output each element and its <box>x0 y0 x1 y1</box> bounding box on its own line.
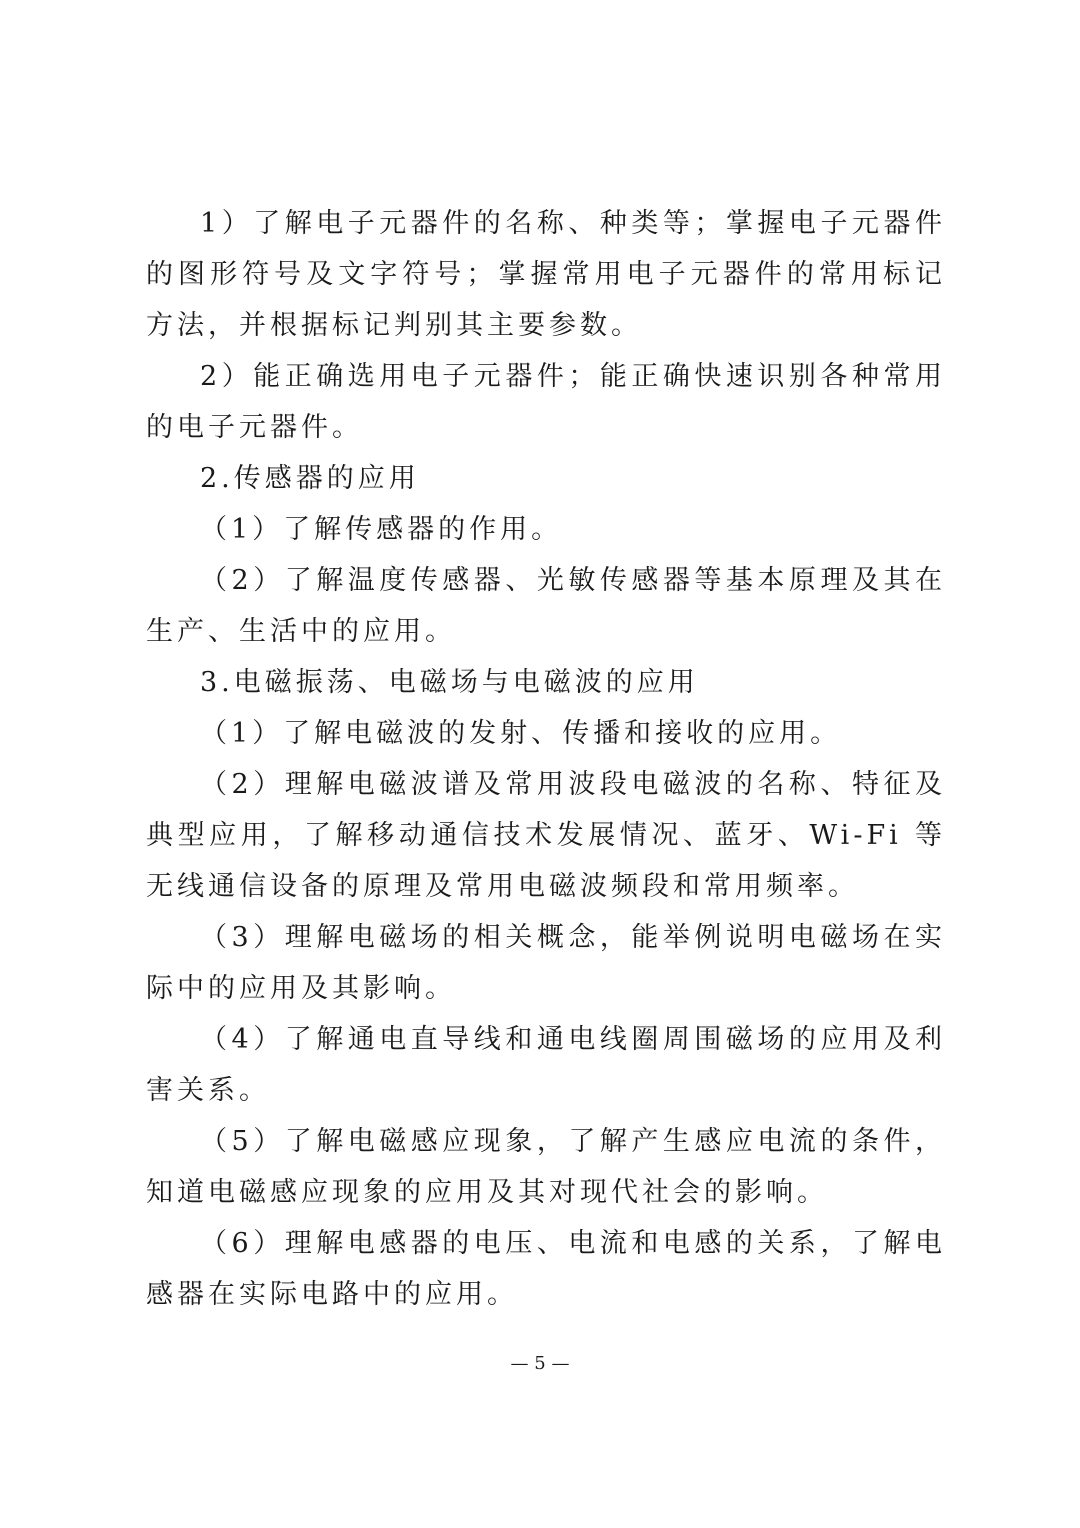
paragraph-magnetic-field: （4）了解通电直导线和通电线圈周围磁场的应用及利害关系。 <box>146 1024 946 1106</box>
paragraph-em-spectrum: （2）理解电磁波谱及常用波段电磁波的名称、特征及典型应用，了解移动通信技术发展情况、蓝牙、Wi-Fi 等无线通信设备的原理及常用电磁波频段和常用频率。 <box>146 769 946 902</box>
paragraph-item-2-selection: 2）能正确选用电子元器件；能正确快速识别各种常用的电子元器件。 <box>146 361 946 443</box>
document-body <box>146 198 946 1320</box>
section-heading-sensors: 2.传感器的应用 <box>200 463 420 494</box>
page-number: — 5 — <box>510 1353 570 1374</box>
paragraph-em-induction: （5）了解电磁感应现象，了解产生感应电流的条件，知道电磁感应现象的应用及其对现代社会的影响。 <box>146 1126 946 1208</box>
paragraph-em-wave-transmission: （1）了解电磁波的发射、传播和接收的应用。 <box>200 718 842 749</box>
paragraph-sensor-role: （1）了解传感器的作用。 <box>200 514 563 545</box>
paragraph-item-1-intro: 1）了解电子元器件的名称、种类等；掌握电子元器件的图形符号及文字符号；掌握常用电子元器件的常用标记方法，并根据标记判别其主要参数。 <box>146 208 946 341</box>
paragraph-inductor: （6）理解电感器的电压、电流和电感的关系，了解电感器在实际电路中的应用。 <box>146 1228 946 1310</box>
paragraph-sensor-types: （2）了解温度传感器、光敏传感器等基本原理及其在生产、生活中的应用。 <box>146 565 946 647</box>
paragraph-em-field: （3）理解电磁场的相关概念，能举例说明电磁场在实际中的应用及其影响。 <box>146 922 946 1004</box>
section-heading-electromagnetic: 3.电磁振荡、电磁场与电磁波的应用 <box>200 667 699 698</box>
